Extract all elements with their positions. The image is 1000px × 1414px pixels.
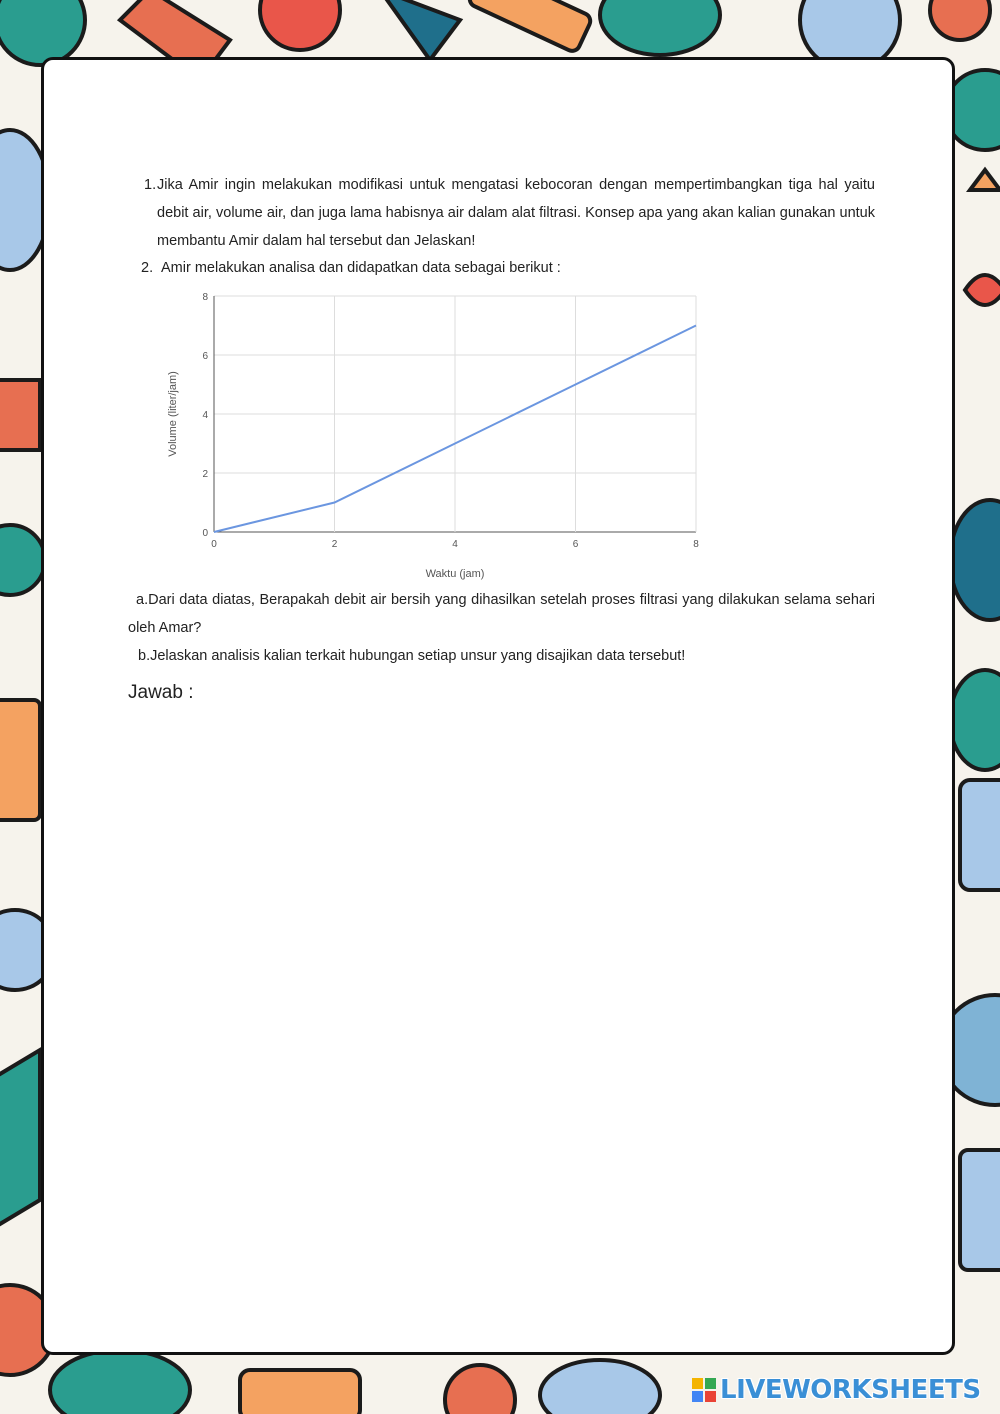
question-2-text: Amir melakukan analisa dan didapatkan data sebagai berikut : [161,260,561,276]
x-axis-label: Waktu (jam) [425,568,485,580]
question-1-text: Jika Amir ingin melakukan modifikasi untuk mengatasi kebocoran dengan mempertimbangkan tiga hal yaitu debit air, volume air, dan juga lama habisnya air dalam alat filtrasi. Konsep apa yang akan kalian gunakan untuk membantu Amir dalam hal tersebut dan Jelaskan! [157,177,875,249]
liveworksheets-logo-icon [692,1378,716,1402]
y-tick-label: 6 [202,351,208,362]
x-tick-label: 4 [452,539,458,550]
y-tick-label: 0 [202,528,208,539]
worksheet-page [41,57,955,1355]
y-tick-label: 8 [202,292,208,303]
question-1-number: 1. [144,177,157,193]
y-tick-label: 2 [202,469,208,480]
liveworksheets-watermark [692,1372,981,1408]
volume-time-chart [156,288,716,588]
question-2-number: 2. [141,260,154,276]
x-tick-label: 2 [331,539,338,550]
x-tick-label: 6 [572,539,579,550]
x-tick-label: 8 [693,539,699,550]
question-2a-text: a.Dari data diatas, Berapakah debit air bersih yang dihasilkan setelah proses filtrasi yang dilakukan selama sehari oleh Amar? [128,592,875,636]
x-tick-label: 0 [211,539,217,550]
question-2b-text: b.Jelaskan analisis kalian terkait hubungan setiap unsur yang disajikan data tersebut! [138,648,686,664]
y-axis-label: Volume (liter/jam) [167,371,179,457]
y-tick-label: 4 [202,410,208,421]
watermark-text: LIVEWORKSHEETS [720,1375,981,1405]
answer-label: Jawab : [128,682,194,703]
